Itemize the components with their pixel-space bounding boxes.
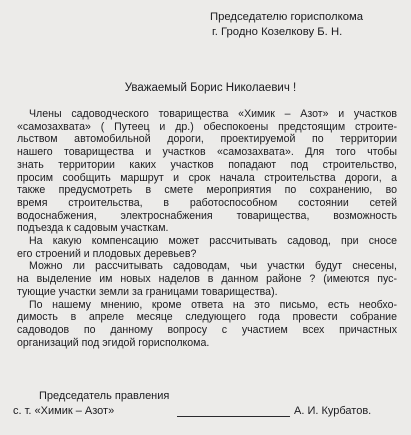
body-line: На какую компенсацию может рассчитывать садовод, при сносе (29, 235, 397, 248)
body-line: его строений и плодовых деревьев? (17, 247, 197, 260)
body-line: также предусмотреть в смете мероприятия по сохранению, во (17, 184, 397, 197)
body-line: садоводов по данному вопросу с участием всех причастных (17, 323, 397, 336)
signature-block (13, 389, 403, 419)
body-line: на выделение им новых наделов в данном районе ? (имеются пус- (17, 273, 397, 286)
signature-organization: с. т. «Химик – Азот» (13, 405, 115, 417)
letter-body (17, 108, 397, 349)
signature-title: Председатель правления (39, 390, 170, 402)
salutation: Уважаемый Борис Николаевич ! (124, 82, 297, 94)
body-line: Члены садоводческого товарищества «Химик – Азот» и участков (29, 108, 397, 120)
addressee-line: Председателю горисполкома (210, 11, 364, 23)
body-line: знать территории каких участков попадают под строительство, (17, 158, 397, 171)
addressee-block (210, 10, 363, 40)
body-line: подъезда к садовым участкам. (17, 222, 169, 235)
body-line: димость в апреле месяце следующего года провести собрание (17, 311, 397, 324)
body-line: По нашему мнению, кроме ответа на это письмо, есть необхо- (29, 298, 397, 311)
body-line: «самозахвата» ( Путеец и др.) обеспокоены предстоящим строите- (17, 120, 397, 133)
body-line: тующие участки земли за границами товарищества). (17, 285, 278, 298)
signature-underline (177, 416, 290, 417)
body-line: Можно ли рассчитывать садоводам, чьи участки будут снесены, (29, 260, 397, 273)
body-line: просим сообщить маршрут и срок начала строительства дороги, а (17, 171, 397, 184)
addressee-line: г. Гродно Козелкову Б. Н. (212, 26, 343, 38)
body-line: водоснабжения, электроснабжения товарищества, возможность (17, 209, 397, 222)
signature-name: А. И. Курбатов. (294, 405, 372, 417)
body-line: льством автомобильной дороги, проектируемой по территории (17, 133, 397, 146)
body-line: время строительства, в работоспособном состоянии сетей (17, 196, 397, 209)
body-line: организаций под эгидой горисполкома. (17, 336, 210, 349)
body-line: нашего товарищества и участков «самозахвата». Для того чтобы (17, 146, 397, 159)
